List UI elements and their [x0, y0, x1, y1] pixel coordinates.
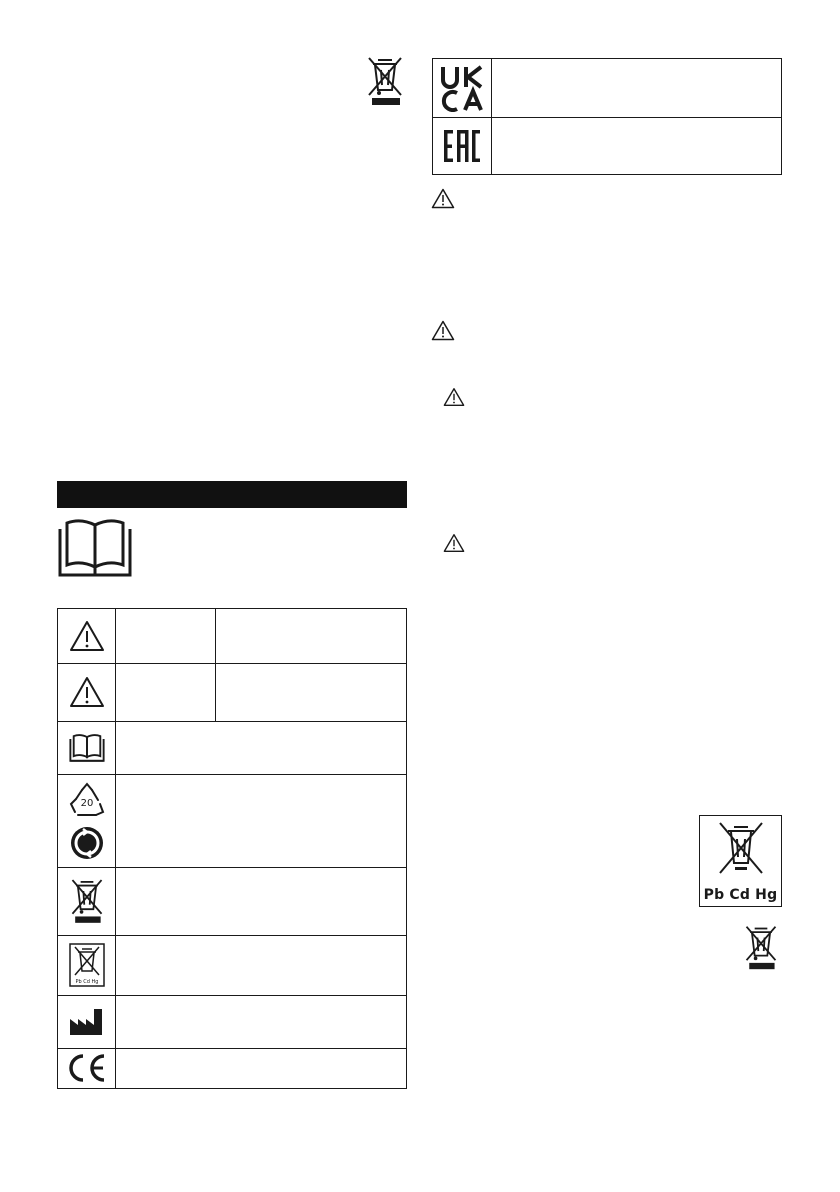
battery-disposal-symbol — [699, 815, 782, 907]
table-row — [58, 774, 406, 868]
read-manual-icon — [68, 733, 106, 763]
manufacturer-icon — [68, 1007, 106, 1037]
read-manual-icon — [55, 517, 135, 579]
table-row — [58, 1048, 406, 1088]
ukca-mark — [439, 64, 485, 112]
warning-triangle-icon — [69, 620, 105, 652]
crossed-bin-icon — [741, 924, 781, 971]
section-header-bar — [57, 481, 407, 508]
warning-triangle-icon — [443, 387, 465, 407]
table-row — [58, 995, 406, 1049]
crossed-bin-icon — [363, 55, 407, 107]
symbol-table — [57, 608, 407, 1089]
table-row — [58, 935, 406, 996]
ce-mark — [66, 1053, 108, 1083]
warning-triangle-icon — [431, 320, 455, 341]
certification-table — [432, 58, 782, 175]
crossed-bin-icon — [716, 821, 766, 881]
table-row — [58, 721, 406, 775]
green-dot-icon — [70, 826, 104, 860]
crossed-battery-bin-icon — [67, 942, 107, 988]
table-row — [58, 867, 406, 936]
warning-triangle-icon — [443, 533, 465, 553]
table-row — [58, 609, 406, 664]
crossed-bin-icon — [67, 877, 107, 925]
warning-triangle-icon — [69, 676, 105, 708]
hazardous-metals-label: Pb Cd Hg — [703, 887, 778, 903]
recycle-20-icon — [68, 782, 106, 820]
table-row — [58, 663, 406, 722]
table-row — [433, 117, 781, 174]
table-row — [433, 59, 781, 118]
svg-text:Pb Cd Hg: Pb Cd Hg — [75, 979, 98, 985]
svg-text:20: 20 — [80, 797, 93, 809]
eac-mark — [442, 126, 482, 166]
warning-triangle-icon — [431, 188, 455, 209]
